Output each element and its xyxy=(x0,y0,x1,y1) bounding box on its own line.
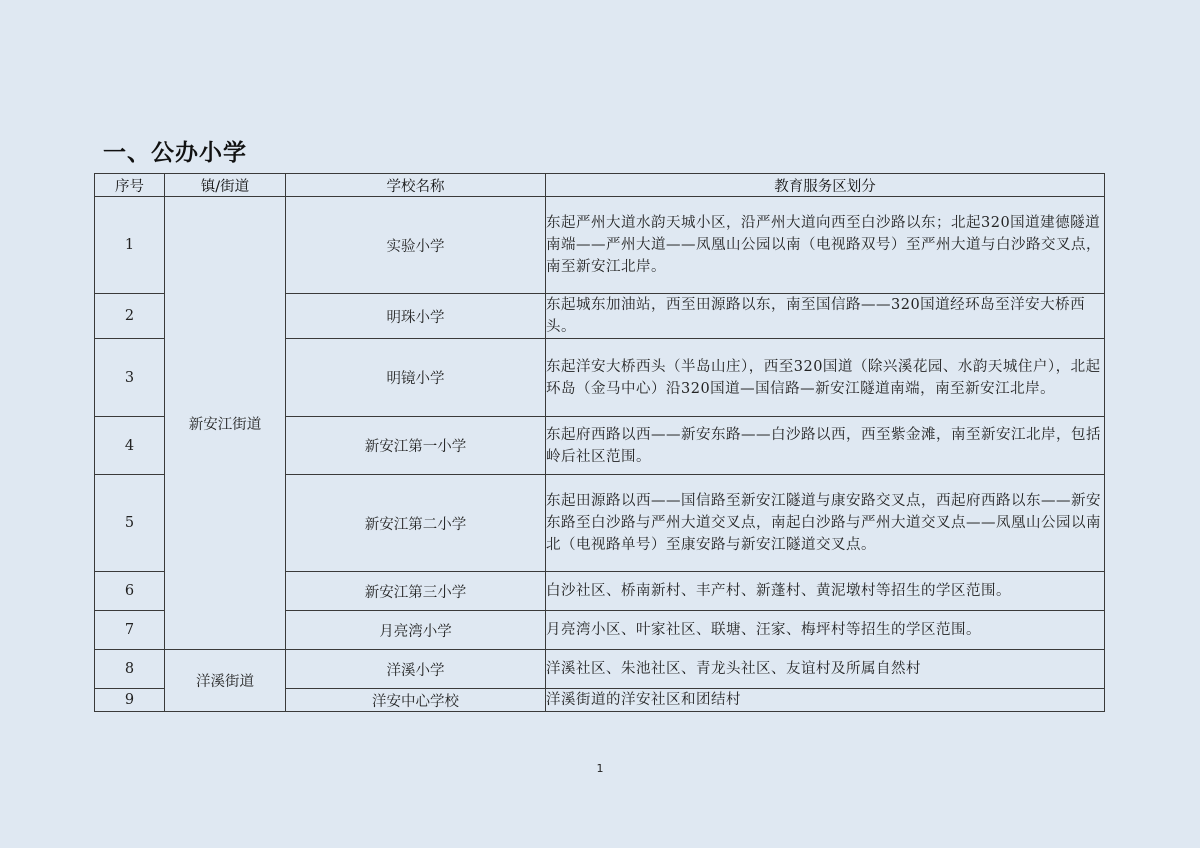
row-seq: 4 xyxy=(95,417,165,475)
zone-description: 东起洋安大桥西头（半岛山庄），西至320国道（除兴溪花园、水韵天城住户），北起环岛（金马中心）沿320国道—国信路—新安江隧道南端，南至新安江北岸。 xyxy=(546,339,1105,417)
row-seq: 6 xyxy=(95,572,165,611)
zone-description: 白沙社区、桥南新村、丰产村、新蓬村、黄泥墩村等招生的学区范围。 xyxy=(546,572,1105,611)
page-number: 1 xyxy=(596,762,604,775)
school-name: 新安江第二小学 xyxy=(286,475,546,572)
zone-description: 洋溪街道的洋安社区和团结村 xyxy=(546,689,1105,712)
town-cell: 洋溪街道 xyxy=(165,650,286,712)
row-seq: 5 xyxy=(95,475,165,572)
header-seq: 序号 xyxy=(95,174,165,197)
header-zone: 教育服务区划分 xyxy=(546,174,1105,197)
row-seq: 8 xyxy=(95,650,165,689)
school-name: 明镜小学 xyxy=(286,339,546,417)
row-seq: 1 xyxy=(95,197,165,294)
school-name: 月亮湾小学 xyxy=(286,611,546,650)
zone-description: 东起府西路以西——新安东路——白沙路以西，西至紫金滩，南至新安江北岸，包括岭后社区范围。 xyxy=(546,417,1105,475)
town-cell: 新安江街道 xyxy=(165,197,286,650)
header-school: 学校名称 xyxy=(286,174,546,197)
row-seq: 2 xyxy=(95,294,165,339)
zone-description: 东起田源路以西——国信路至新安江隧道与康安路交叉点，西起府西路以东——新安东路至白沙路与严州大道交叉点，南起白沙路与严州大道交叉点——凤凰山公园以南北（电视路单号）至康安路与新安江隧道交叉点。 xyxy=(546,475,1105,572)
table-row xyxy=(95,197,1105,294)
school-name: 洋溪小学 xyxy=(286,650,546,689)
zone-description: 东起城东加油站，西至田源路以东，南至国信路——320国道经环岛至洋安大桥西头。 xyxy=(546,294,1105,339)
zone-description: 洋溪社区、朱池社区、青龙头社区、友谊村及所属自然村 xyxy=(546,650,1105,689)
school-name: 明珠小学 xyxy=(286,294,546,339)
row-seq: 7 xyxy=(95,611,165,650)
table-row xyxy=(95,650,1105,689)
row-seq: 3 xyxy=(95,339,165,417)
table-header-row xyxy=(95,174,1105,197)
school-name: 实验小学 xyxy=(286,197,546,294)
school-name: 新安江第一小学 xyxy=(286,417,546,475)
school-name: 洋安中心学校 xyxy=(286,689,546,712)
zone-description: 月亮湾小区、叶家社区、联塘、汪家、梅坪村等招生的学区范围。 xyxy=(546,611,1105,650)
zone-description: 东起严州大道水韵天城小区，沿严州大道向西至白沙路以东；北起320国道建德隧道南端——严州大道——凤凰山公园以南（电视路双号）至严州大道与白沙路交叉点，南至新安江北岸。 xyxy=(546,197,1105,294)
school-name: 新安江第三小学 xyxy=(286,572,546,611)
school-zone-table xyxy=(94,173,1105,712)
header-town: 镇/街道 xyxy=(165,174,286,197)
row-seq: 9 xyxy=(95,689,165,712)
section-title: 一、公办小学 xyxy=(103,140,247,166)
